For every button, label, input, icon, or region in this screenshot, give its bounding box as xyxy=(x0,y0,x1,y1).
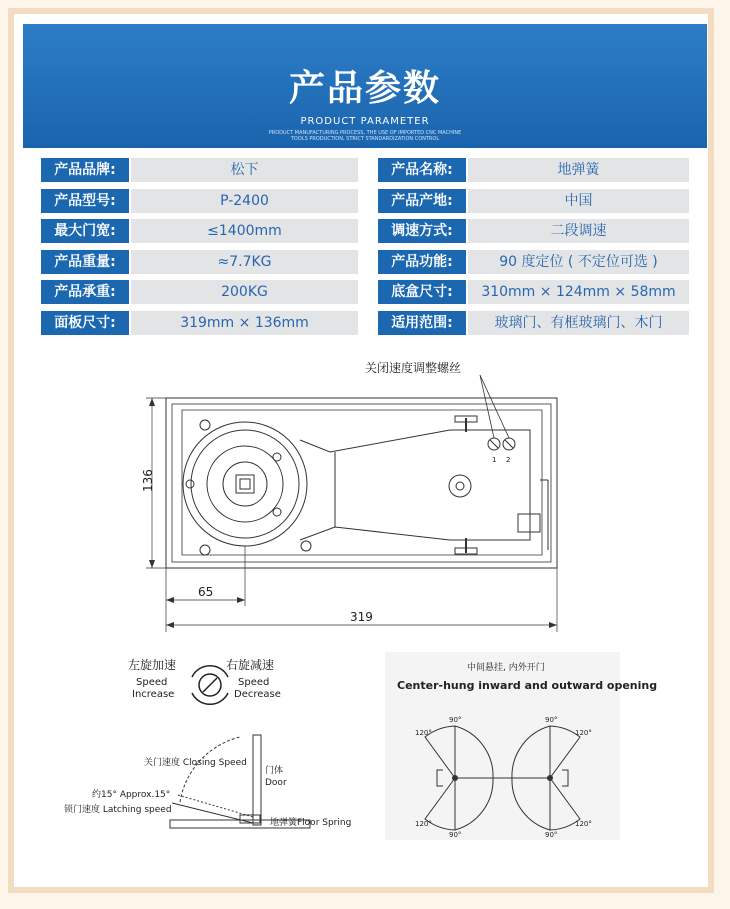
angle-120-bottom-left: 120° xyxy=(415,820,432,828)
param-value: 中国 xyxy=(468,189,689,213)
page-title: 产品参数 xyxy=(288,68,441,109)
screw-number-1: 1 xyxy=(492,456,497,464)
param-value: P-2400 xyxy=(131,189,358,213)
angle-90-bottom-right: 90° xyxy=(545,831,558,839)
param-label: 产品重量: xyxy=(41,250,129,274)
dim-offset: 65 xyxy=(198,585,214,599)
speed-right-cn: 右旋减速 xyxy=(226,658,275,672)
param-label: 产品承重: xyxy=(41,280,129,304)
speed-left-en-2: Increase xyxy=(132,689,175,700)
screw-label: 关闭速度调整螺丝 xyxy=(365,361,462,375)
closing-speed-label: 关门速度 Closing Speed xyxy=(144,758,247,768)
angle-120-bottom-right: 120° xyxy=(575,820,592,828)
param-label: 产品产地: xyxy=(378,189,466,213)
speed-left-cn: 左旋加速 xyxy=(128,658,177,672)
param-label: 面板尺寸: xyxy=(41,311,129,335)
opening-title-cn: 中间悬挂, 内外开门 xyxy=(467,663,545,673)
param-label: 底盒尺寸: xyxy=(378,280,466,304)
closing-speed-diagram xyxy=(60,725,370,835)
param-label: 产品品牌: xyxy=(41,158,129,182)
valve-block xyxy=(518,514,540,532)
angle-90-bottom-left: 90° xyxy=(449,831,462,839)
dim-width: 319 xyxy=(350,610,373,624)
param-value: 二段调速 xyxy=(468,219,689,243)
param-value: 200KG xyxy=(131,280,358,304)
param-label: 产品型号: xyxy=(41,189,129,213)
pivot-bolt xyxy=(449,475,471,497)
door-label-cn: 门体 xyxy=(265,766,284,776)
param-label: 调速方式: xyxy=(378,219,466,243)
dim-height: 136 xyxy=(141,469,155,492)
angle-120-top-left: 120° xyxy=(415,729,432,737)
param-value: 地弹簧 xyxy=(468,158,689,182)
param-value: 松下 xyxy=(131,158,358,182)
door-panel xyxy=(253,735,261,825)
speed-right-en-2: Decrease xyxy=(234,689,281,700)
approx-15-label: 约15° Approx.15° xyxy=(92,790,171,800)
param-value: ≤1400mm xyxy=(131,219,358,243)
param-label: 产品名称: xyxy=(378,158,466,182)
param-label: 适用范围: xyxy=(378,311,466,335)
page-subtitle: PRODUCT PARAMETER xyxy=(300,116,430,127)
latching-speed-label: 锁门速度 Latching speed xyxy=(64,805,172,815)
door-label-en: Door xyxy=(265,778,287,788)
banner-tagline-line-1: PRODUCT MANUFACTURING PROCESS, THE USE OF IMPORTED CNC MACHINE xyxy=(268,130,462,136)
speed-right-en-1: Speed xyxy=(238,677,270,688)
opening-title-en: Center-hung inward and outward opening xyxy=(397,679,658,692)
param-value: 310mm × 124mm × 58mm xyxy=(468,280,689,304)
param-value: 玻璃门、有框玻璃门、木门 xyxy=(468,311,689,335)
screw-number-2: 2 xyxy=(506,456,511,464)
param-value: 319mm × 136mm xyxy=(131,311,358,335)
speed-left-en-1: Speed xyxy=(136,677,168,688)
banner-tagline-line-2: TOOLS PRODUCTION, STRICT STANDARDIZATION CONTROL xyxy=(290,136,440,142)
speed-adjust-diagram xyxy=(120,655,290,715)
param-value: 90 度定位 ( 不定位可选 ) xyxy=(468,250,689,274)
floor-spring-label: 地弹簧Floor Spring xyxy=(270,818,352,828)
center-hung-opening-diagram xyxy=(385,652,658,840)
angle-120-top-right: 120° xyxy=(575,729,592,737)
param-label: 最大门宽: xyxy=(41,219,129,243)
spindle-housing xyxy=(183,422,307,546)
param-label: 产品功能: xyxy=(378,250,466,274)
angle-90-top-right: 90° xyxy=(545,716,558,724)
param-value: ≈7.7KG xyxy=(131,250,358,274)
angle-90-top-left: 90° xyxy=(449,716,462,724)
